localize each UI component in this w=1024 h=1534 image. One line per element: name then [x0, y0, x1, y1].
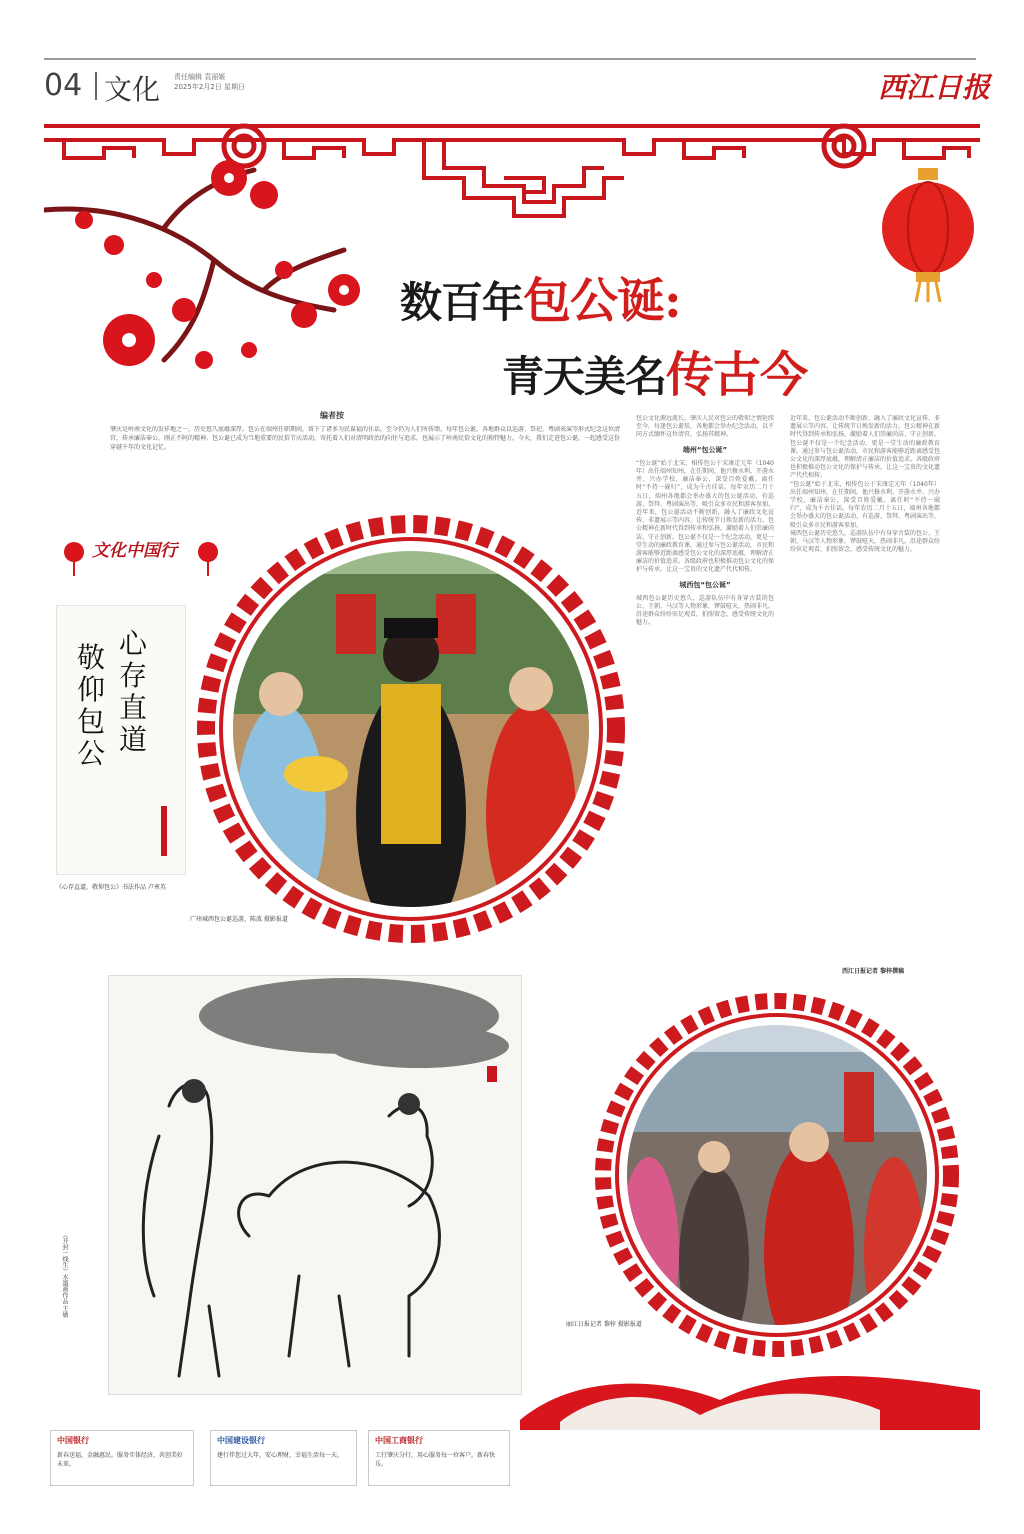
- column2-body-c: 城西包公诞历史悠久，巡游队伍中有身穿古装的包公、王朝、马汉等人物形象，锣鼓喧天，热闹非凡。沿途群众纷纷驻足观看，拍照留念，感受传统文化的魅力。: [790, 529, 940, 554]
- lead-paragraph: 肇庆是岭南文化的发祥地之一，历史悠久底蕴深厚。包公在端州任职期间，留下了诸多为民谋福的佳话，至今仍为人们所传颂。每年包公诞，各地群众以巡游、祭祀、粤剧表演等形式纪念这位清官，传承廉洁奉公、刚正不阿的精神。包公诞已成为当地重要的民俗节庆活动，寄托着人们对清明政治的向往与追求，也展示了岭南民俗文化的独特魅力。今天，我们走进包公诞，一起感受这份穿越千年的文化记忆。: [110, 426, 620, 451]
- headline-line2-red: 传古今: [666, 347, 808, 403]
- column1-body-1: “包公诞”始于北宋，相传包公于宋康定元年（1040年）出任端州知州，在任期间，他兴修水利、开凿水井、兴办学校，廉洁奉公，深受百姓爱戴。离任时“不持一砚归”，成为千古佳话。每年农历二月十五日，端州各地都会举办盛大的包公诞活动，有巡游、祭拜、粤剧演出等，吸引众多市民和游客参加。: [636, 459, 774, 508]
- calligraphy-column-left: [77, 642, 109, 770]
- calligraphy-artwork: [56, 605, 186, 875]
- seal-stamp: [161, 806, 167, 856]
- ad-bank-2[interactable]: [210, 1430, 357, 1486]
- column2-body: 近年来，包公诞活动不断创新，融入了廉政文化宣传、非遗展示等内容，让传统节日焕发新的活力。包公精神在新时代得到传承和弘扬，激励着人们崇廉尚洁、守正创新。包公诞不仅是一个纪念活动，更是一堂生动的廉政教育课。通过参与包公诞活动，市民和游客能够近距离感受包公文化的深厚底蕴，理解清正廉洁的价值追求。各级政府也积极推动包公文化的保护与传承，让这一宝贵的文化遗产代代相传。: [790, 415, 940, 480]
- column2-body-b: “包公诞”始于北宋，相传包公于宋康定元年（1040年）出任端州知州，在任期间，他兴修水利、开凿水井、兴办学校，廉洁奉公，深受百姓爱戴。离任时“不持一砚归”，成为千古佳话。每年农历二月十五日，端州各地都会举办盛大的包公诞活动，有巡游、祭拜、粤剧演出等，吸引众多市民和游客参加。: [790, 480, 940, 529]
- ad3-text: 工行肇庆分行，用心服务每一位客户，新春快乐。: [375, 1452, 496, 1468]
- culture-logo: 文化中国行: [92, 541, 177, 561]
- ink-painting-artwork: [109, 976, 521, 1394]
- page-number: 04: [44, 68, 83, 103]
- ad2-brand: 中国建设银行: [217, 1436, 265, 1445]
- ink-painting: [108, 975, 522, 1395]
- headline-line2-black: 青天美名: [502, 352, 667, 401]
- date-line: 2025年2月2日 星期日: [174, 83, 245, 91]
- headline-line1: [400, 262, 681, 331]
- column1-body-1b: 近年来，包公诞活动不断创新，融入了廉政文化宣传、非遗展示等内容，让传统节日焕发新的活力。包公精神在新时代得到传承和弘扬，激励着人们崇廉尚洁、守正创新。包公诞不仅是一个纪念活动，更是一堂生动的廉政教育课。通过参与包公诞活动，市民和游客能够近距离感受包公文化的深厚底蕴，理解清正廉洁的价值追求。各级政府也积极推动包公文化的保护与传承，让这一宝贵的文化遗产代代相传。: [636, 509, 774, 574]
- calligraphy-caption: 《心存直道，敬仰包公》书法作品 卢寒英: [56, 884, 166, 891]
- ad-bank-1[interactable]: [50, 1430, 194, 1486]
- column1-intro: 包公文化源远流长，肇庆人民对包公的敬仰之情延续至今。每逢包公诞辰，各地都会举办纪念活动，以不同方式缅怀这位清官，弘扬其精神。: [636, 415, 774, 439]
- lead-title: 编者按: [320, 411, 344, 420]
- calligraphy-text-right: 心 存 直 道: [119, 627, 148, 756]
- headline-line1-red: 包公诞:: [523, 273, 681, 329]
- photo-frame-2: [594, 992, 960, 1358]
- calligraphy-column-right: [119, 628, 151, 756]
- red-lantern-decoration: [880, 168, 976, 302]
- ad1-brand: 中国银行: [57, 1436, 89, 1445]
- headline-line1-black: 数百年: [400, 278, 524, 327]
- page-divider: [95, 72, 97, 100]
- column1-subhead-2: 城西包“包公诞”: [679, 580, 731, 589]
- ink-painting-caption: 《开封一线生》水墨画作品 王敏: [61, 1232, 68, 1318]
- ad-bank-3[interactable]: [368, 1430, 510, 1486]
- editor-line: 责任编辑 袁丽姬: [174, 73, 226, 81]
- photo-frame-1: [196, 514, 626, 944]
- ad3-brand: 中国工商银行: [375, 1436, 423, 1445]
- ad2-text: 建行伴您过大年，安心理财，幸福生活每一天。: [217, 1452, 344, 1459]
- cloud-decoration: [520, 1360, 980, 1430]
- ad1-text: 新春送福，金融惠民。服务实体经济，共创美好未来。: [57, 1452, 184, 1468]
- newspaper-logo: 西江日报: [878, 71, 991, 104]
- header-rule: [44, 58, 976, 60]
- photo1-caption: 广州城西包公诞巡游，陈波 摄影报道: [190, 916, 288, 923]
- editor-info: [174, 72, 245, 92]
- text-column-1: [636, 415, 774, 975]
- headline-line2: [502, 336, 807, 405]
- column1-subhead-1: 端州“包公诞”: [682, 445, 728, 454]
- calligraphy-text-left: 敬 仰 包 公: [77, 641, 106, 770]
- section-title: 文化: [104, 73, 161, 106]
- text-column-2: [790, 415, 940, 960]
- column1-body-2: 城西包公诞历史悠久，巡游队伍中有身穿古装的包公、王朝、马汉等人物形象，锣鼓喧天，热闹非凡。沿途群众纷纷驻足观看，拍照留念，感受传统文化的魅力。: [636, 594, 774, 627]
- photo2-caption: 丽江日报记者 黎梓 摄影报道: [566, 1321, 642, 1328]
- plum-blossom-decoration: [44, 150, 374, 400]
- article-credit: 西江日报记者 黎梓撰稿: [842, 968, 905, 975]
